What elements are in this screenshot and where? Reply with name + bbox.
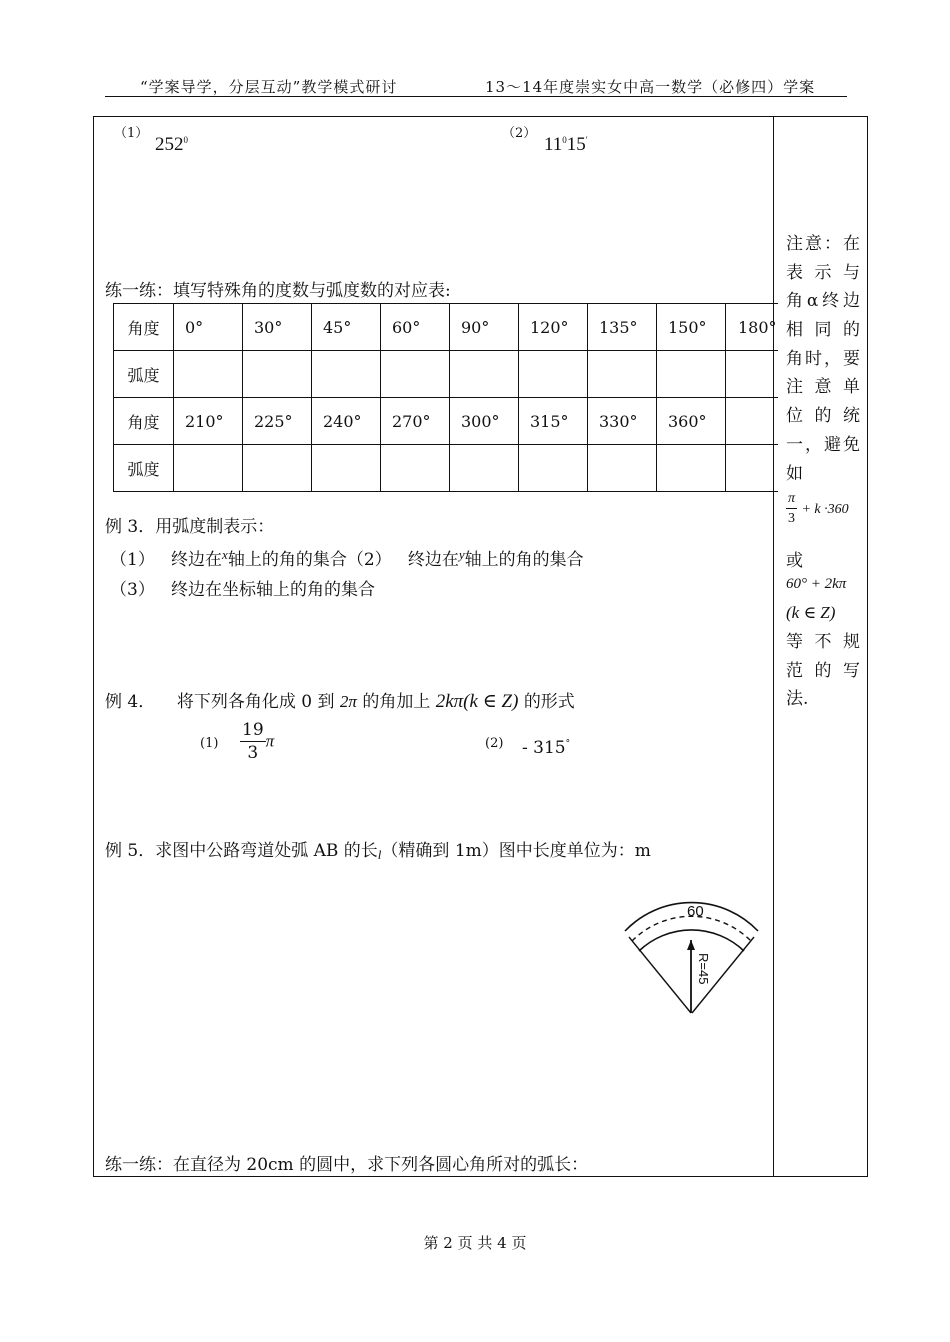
example4-p1-label: (1): [200, 736, 219, 751]
header-rule: [105, 96, 847, 97]
practice1-title: 练一练：填写特殊角的度数与弧度数的对应表:: [105, 281, 451, 301]
degree-cell: 270°: [381, 398, 450, 445]
degree-cell: 240°: [312, 398, 381, 445]
radian-cell: [381, 445, 450, 492]
radian-cell: [174, 445, 243, 492]
radian-cell: [657, 445, 726, 492]
example4-p2-value: - 315°: [522, 738, 571, 758]
note-line: 注 意 单: [786, 377, 860, 398]
radian-cell: [588, 351, 657, 398]
note-line: 等 不 规: [786, 632, 860, 652]
road-curve-figure: [615, 895, 775, 1035]
practice2-text: 练一练：在直径为 20cm 的圆中，求下列各圆心角所对的弧长：: [105, 1155, 589, 1175]
degree-cell: 180°: [726, 304, 778, 351]
example5-text: 例 5．求图中公路弯道处弧 AB 的长l（精确到 1m）图中长度单位为：m: [105, 841, 651, 862]
radian-cell: [657, 351, 726, 398]
note-line: 范 的 写: [786, 660, 860, 681]
radian-cell: [450, 351, 519, 398]
q1-label: （1）: [114, 126, 149, 141]
radian-cell: [450, 445, 519, 492]
table-row: [114, 304, 778, 351]
arrow-head-icon: [687, 940, 695, 950]
note-line: 如: [786, 463, 803, 484]
row-label-degree: 角度: [114, 304, 174, 351]
angle-radian-table: [113, 303, 778, 492]
row-label-degree: 角度: [114, 398, 174, 445]
table-row: [114, 351, 778, 398]
degree-cell: 330°: [588, 398, 657, 445]
note-line: 角时，要: [786, 348, 860, 369]
example4-p1-expr: $\frac{19}{3}$ π: [242, 720, 275, 763]
note-line: 一，避免: [786, 434, 860, 455]
row-label-radian: 弧度: [114, 351, 174, 398]
note-line: 法.: [786, 689, 809, 710]
degree-cell: 60°: [381, 304, 450, 351]
header-right: 13～14年度崇实女中高一数学（必修四）学案: [485, 78, 816, 96]
degree-cell: 45°: [312, 304, 381, 351]
radian-cell: [519, 351, 588, 398]
table-row: [114, 398, 778, 445]
arc-length-label: 60: [687, 903, 704, 920]
sidebar-or: 或: [786, 551, 803, 571]
sidebar-expr2: 60° + 2kπ: [786, 576, 847, 592]
note-line: 表 示 与: [786, 262, 860, 283]
note-line: 相 同 的: [786, 320, 860, 341]
note-line: 位 的 统: [786, 406, 860, 427]
degree-cell: 30°: [243, 304, 312, 351]
radius-label: R=45: [696, 953, 711, 985]
example3-title: 例 3．用弧度制表示：: [105, 517, 275, 537]
row-label-radian: 弧度: [114, 445, 174, 492]
radian-cell: [243, 445, 312, 492]
example3-line2: （3） 终边在坐标轴上的角的集合: [110, 580, 376, 600]
degree-cell: 300°: [450, 398, 519, 445]
degree-cell: 120°: [519, 304, 588, 351]
degree-cell: 135°: [588, 304, 657, 351]
radius-line-left: [629, 937, 691, 1013]
header-left: “学案导学，分层互动”教学模式研讨: [140, 78, 398, 96]
q1-value: $252^0$: [155, 134, 188, 155]
q2-value: $11^015'$: [544, 134, 588, 155]
degree-cell: 360°: [657, 398, 726, 445]
radian-cell: [588, 445, 657, 492]
radian-cell: [519, 445, 588, 492]
q2-label: （2）: [502, 126, 537, 141]
degree-cell: 315°: [519, 398, 588, 445]
sidebar-note-tail: [786, 628, 860, 714]
page-footer: 第 2 页 共 4 页: [423, 1234, 527, 1252]
sidebar-expr3: (k ∈ Z): [786, 603, 836, 622]
radian-cell: [312, 351, 381, 398]
sidebar-expr1: $\frac{\pi}{3}$ + k ·360: [788, 491, 849, 526]
degree-cell: 90°: [450, 304, 519, 351]
table-row: [114, 445, 778, 492]
radian-cell: [243, 351, 312, 398]
radian-cell: [381, 351, 450, 398]
note-line: 注意：在: [786, 234, 860, 254]
degree-cell: 225°: [243, 398, 312, 445]
radian-cell: [726, 445, 778, 492]
degree-cell: 210°: [174, 398, 243, 445]
degree-cell: 150°: [657, 304, 726, 351]
example4-title: 例 4． 将下列各角化成 0 到 2π 的角加上 2kπ(k ∈ Z) 的形式: [105, 691, 575, 712]
example3-line1: （1） 终边在$^x$轴上的角的集合（2） 终边在$^y$轴上的角的集合: [110, 547, 584, 570]
note-line: 角α终边: [786, 291, 860, 312]
example4-p2-label: (2): [485, 736, 504, 751]
degree-cell: [726, 398, 778, 445]
radian-cell: [726, 351, 778, 398]
radian-cell: [312, 445, 381, 492]
degree-cell: 0°: [174, 304, 243, 351]
sidebar-note: [786, 230, 860, 488]
radian-cell: [174, 351, 243, 398]
